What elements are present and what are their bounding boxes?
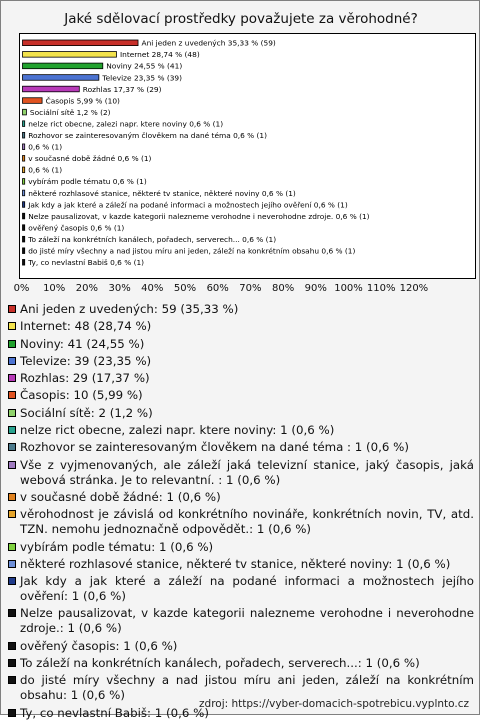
legend-label: Ani jeden z uvedených: 59 (35,33 %) [20,302,239,316]
chart-title: Jaké sdělovací prostředky považujete za věrohodné? [64,11,418,27]
bar-5 [23,98,43,104]
legend-swatch [8,461,16,469]
bar-1 [23,52,117,58]
legend-item [8,388,474,403]
bar-9 [23,144,25,150]
legend-item [8,423,474,438]
bar-16 [23,225,25,231]
x-tick-label: 10% [43,283,66,294]
bar-label-18: do jisté míry všechny a nad jistou míru ani jeden, záleží na konkrétním obsahu 0,6 % (1) [28,246,356,256]
legend-label: Televize: 39 (23,35 %) [20,353,152,368]
legend-swatch [8,560,16,568]
legend-swatch [8,374,16,382]
bar-label-1: Internet 28,74 % (48) [119,50,200,60]
legend-label: Internet: 48 (28,74 %) [20,319,152,334]
bar-label-10: v současné době žádné 0,6 % (1) [28,154,152,164]
legend-label: Noviny: 41 (24,55 %) [20,336,145,351]
legend-item [8,458,474,488]
legend-item [8,574,474,604]
x-tick-label: 100% [334,283,363,294]
legend-item [8,490,474,505]
x-tick-label: 110% [366,283,396,294]
legend-item [8,440,474,455]
bar-19 [23,259,25,265]
legend-swatch [8,510,16,518]
legend-item [8,557,474,572]
legend-label: Nelze pausalizovat, v kazde kategorii nalezneme verohodne i neverohodne zdroje.: 1 (0,6 %) [20,606,474,636]
legend-label: do jisté míry všechny a nad jistou míru ani jeden, záleží na konkrétním obsahu: 1 (0,6 %) [20,673,474,703]
legend-label: v současné době žádné: 1 (0,6 %) [20,489,221,504]
legend-label: vybírám podle tématu: 1 (0,6 %) [20,539,214,554]
legend-label: To záleží na konkrétních kanálech, pořadech, serverech...: 1 (0,6 %) [20,656,420,671]
legend-item [8,371,474,386]
x-tick-label: 120% [399,283,429,294]
legend-swatch [8,426,16,434]
x-tick-label: 70% [239,283,262,294]
plot-area [19,33,476,279]
legend-swatch [8,322,16,330]
bar-label-15: Nelze pausalizovat, v kazde kategorii nalezneme verohodne i neverohodne zdroje. 0,6 % (1) [28,211,370,221]
legend-swatch [8,659,16,667]
bar-label-14: Jak kdy a jak které a záleží na podané informaci a možnostech jejího ověření 0,6 % (1) [28,200,348,210]
legend-swatch [8,577,16,585]
legend-item [8,354,474,369]
bar-12 [23,179,25,185]
legend-label: věrohodnost je závislá od konkrétního novináře, konkrétních novin, TV, atd. TZN. nemohu jednoznačně odpovědět.: 1 (0,6 %) [20,507,474,537]
legend-label: Rozhlas: 29 (17,37 %) [20,371,150,386]
legend-item [8,337,474,352]
bar-label-12: vybírám podle tématu 0,6 % (1) [28,177,147,187]
bar-15 [23,213,25,219]
bar-14 [23,202,25,208]
bar-10 [23,156,25,162]
bar-label-16: ověřený časopis 0,6 % (1) [28,223,125,233]
x-tick-label: 90% [304,283,327,294]
bar-2 [23,63,103,69]
legend-swatch [8,493,16,501]
legend-swatch [8,709,16,717]
bar-6 [23,109,27,115]
x-tick-label: 30% [108,283,131,294]
legend-swatch [8,340,16,348]
legend-item [8,639,474,654]
x-tick-label: 0% [13,283,30,294]
bar-label-11: 0,6 % (1) [28,165,63,175]
bar-label-17: To záleží na konkrétních kanálech, pořadech, serverech... 0,6 % (1) [28,234,277,244]
bar-label-5: Časopis 5,99 % (10) [45,96,120,106]
legend-swatch [8,357,16,365]
legend-swatch [8,305,16,313]
bar-11 [23,167,25,173]
bar-7 [23,121,25,127]
legend-label: Sociální sítě: 2 (1,2 %) [20,405,153,420]
legend-label: Časopis: 10 (5,99 %) [20,388,143,403]
legend-label: některé rozhlasové stanice, některé tv stanice, některé noviny: 1 (0,6 %) [20,556,451,571]
legend-swatch [8,391,16,399]
legend-item [8,319,474,334]
bar-label-9: 0,6 % (1) [28,142,63,152]
source-note: zdroj: https://vyber-domacich-spotrebicu.vyplnto.cz [199,698,469,710]
legend-swatch [8,609,16,617]
legend-swatch [8,642,16,650]
x-tick-label: 80% [271,283,295,294]
bar-13 [23,190,25,196]
bar-label-2: Noviny 24,55 % (41) [106,61,183,71]
bar-label-4: Rozhlas 17,37 % (29) [82,84,162,94]
bar-17 [23,236,25,242]
x-axis-ticks [1,283,480,297]
legend [8,302,474,723]
legend-item [8,656,474,671]
bar-0 [23,40,139,46]
legend-item [8,540,474,555]
legend-item [8,302,474,317]
x-tick-label: 50% [173,283,197,294]
legend-item [8,606,474,636]
bar-8 [23,132,25,138]
bar-label-19: Ty, co nevlastní Babiš 0,6 % (1) [28,258,145,268]
x-tick-label: 40% [141,283,164,294]
bar-label-0: Ani jeden z uvedených 35,33 % (59) [141,38,276,48]
legend-item [8,507,474,537]
legend-swatch [8,443,16,451]
legend-label: Rozhovor se zainteresovaným člověkem na dané téma : 1 (0,6 %) [20,440,409,455]
legend-label: Vše z vyjmenovaných, ale záleží jaká televizní stanice, jaký časopis, jaká webová stránka. Je to relevantní. : 1 (0,6 %) [20,457,474,487]
legend-swatch [8,543,16,551]
legend-label: Jak kdy a jak které a záleží na podané informaci a možnostech jejího ověření: 1 (0,6 %) [20,574,474,604]
legend-label: Ty, co nevlastní Babiš: 1 (0,6 %) [20,705,209,720]
bar-chart-svg [20,34,475,278]
legend-swatch [8,676,16,684]
x-tick-label: 20% [75,283,99,294]
bar-18 [23,248,25,254]
legend-item [8,406,474,421]
bar-label-8: Rozhovor se zainteresovaným člověkem na dané téma 0,6 % (1) [28,131,268,140]
legend-swatch [8,409,16,417]
bar-label-6: Sociální sítě 1,2 % (2) [29,107,111,117]
legend-label: ověřený časopis: 1 (0,6 %) [20,638,178,653]
x-tick-label: 60% [206,283,229,294]
bar-3 [23,75,99,81]
bar-label-7: nelze rict obecne, zalezi napr. ktere noviny 0,6 % (1) [28,119,224,129]
legend-label: nelze rict obecne, zalezi napr. ktere noviny: 1 (0,6 %) [20,423,335,438]
bar-4 [23,86,80,92]
bar-label-13: některé rozhlasové stanice, některé tv stanice, některé noviny 0,6 % (1) [28,188,296,198]
bar-label-3: Televize 23,35 % (39) [102,73,183,83]
